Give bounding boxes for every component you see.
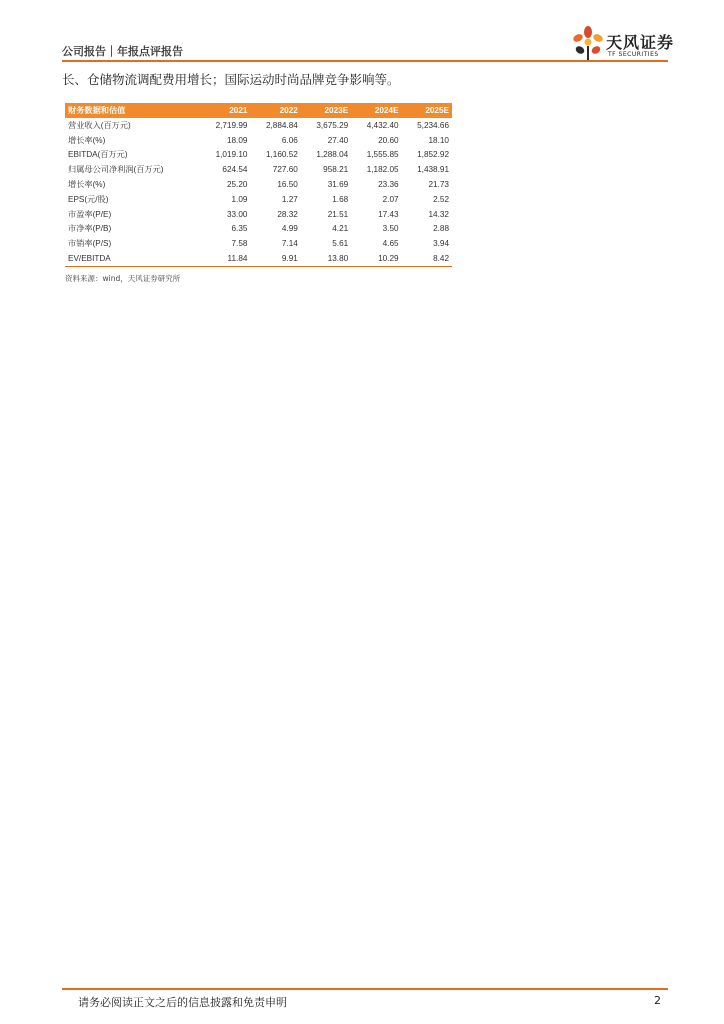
table-cell: 18.09 — [226, 135, 248, 145]
table-row — [65, 236, 452, 251]
footer-divider — [62, 988, 668, 990]
logo-name-cn: 天风证券 — [606, 33, 675, 52]
table-cell: 10.29 — [351, 251, 401, 266]
table-cell: 20.60 — [378, 135, 399, 145]
financial-valuation-table — [65, 103, 452, 267]
table-header-row — [65, 103, 452, 118]
table-cell: 21.73 — [428, 180, 449, 190]
table-cell: 4.21 — [332, 224, 349, 234]
table-cell: 2.88 — [433, 224, 449, 234]
table-cell: 16.50 — [277, 180, 298, 190]
row-label: EV/EBITDA — [65, 251, 200, 266]
table-cell: 1,019.10 — [215, 150, 248, 160]
table-header-cell: 2023E — [301, 103, 351, 118]
report-type-header: 公司报告｜年报点评报告 — [62, 45, 183, 58]
table-cell: 25.20 — [226, 180, 248, 190]
table-row — [65, 148, 452, 163]
table-cell: 1,438.91 — [417, 165, 449, 175]
table-cell: 2.07 — [382, 194, 399, 204]
body-paragraph: 长、仓储物流调配费用增长；国际运动时尚品牌竞争影响等。 — [62, 72, 400, 87]
row-label: 增长率(%) — [68, 135, 106, 145]
page-number: 2 — [654, 994, 661, 1007]
header-divider — [62, 60, 668, 62]
table-source-note: 资料来源：wind，天风证券研究所 — [65, 274, 181, 283]
table-cell: 1,182.05 — [366, 165, 399, 175]
table-cell: 3.94 — [433, 239, 449, 249]
table-cell: 958.21 — [323, 165, 349, 175]
table-cell: 3.50 — [382, 224, 399, 234]
table-cell: 5,234.66 — [417, 120, 449, 130]
table-cell: 23.36 — [378, 180, 399, 190]
table-cell: 14.32 — [428, 209, 449, 219]
table-cell: 6.06 — [281, 135, 298, 145]
tf-securities-logo — [570, 24, 680, 64]
table-cell: 7.58 — [231, 239, 248, 249]
table-cell: 1,288.04 — [316, 150, 349, 160]
table-cell: 31.69 — [327, 180, 349, 190]
table-header-cell: 2025E — [402, 103, 452, 118]
table-row — [65, 192, 452, 207]
table-cell: 27.40 — [327, 135, 349, 145]
table-row — [65, 207, 452, 222]
row-label: EBITDA(百万元) — [68, 150, 128, 160]
table-row — [65, 133, 452, 148]
row-label: EPS(元/股) — [68, 194, 109, 204]
table-cell: 1.09 — [231, 194, 248, 204]
flower-logo-icon — [570, 24, 606, 64]
row-label: 市净率(P/B) — [68, 224, 112, 234]
table-cell: 3,675.29 — [316, 120, 349, 130]
table-cell: 1,555.85 — [366, 150, 399, 160]
row-label: 归属母公司净利润(百万元) — [68, 165, 164, 175]
table-header-cell: 2021 — [200, 103, 250, 118]
table-cell: 9.91 — [250, 251, 300, 266]
row-label: 营业收入(百万元) — [68, 120, 131, 130]
row-label: 市销率(P/S) — [68, 239, 112, 249]
table-cell: 1.27 — [281, 194, 298, 204]
table-cell: 13.80 — [301, 251, 351, 266]
table-cell: 28.32 — [277, 209, 298, 219]
table-row — [65, 222, 452, 237]
table-cell: 18.10 — [428, 135, 449, 145]
table-header-cell: 2022 — [250, 103, 300, 118]
table-cell: 6.35 — [231, 224, 248, 234]
table-cell: 4.65 — [382, 239, 399, 249]
table-cell: 2.52 — [433, 194, 449, 204]
row-label: 增长率(%) — [68, 180, 106, 190]
row-label: 市盈率(P/E) — [68, 209, 112, 219]
table-cell: 4,432.40 — [366, 120, 399, 130]
table-cell: 21.51 — [327, 209, 349, 219]
table-cell: 5.61 — [332, 239, 349, 249]
table-cell: 2,719.99 — [215, 120, 248, 130]
table-cell: 4.99 — [281, 224, 298, 234]
table-cell: 1,852.92 — [417, 150, 449, 160]
table-row — [65, 177, 452, 192]
table-cell: 624.54 — [222, 165, 248, 175]
table-cell: 1.68 — [332, 194, 349, 204]
table-cell: 1,160.52 — [265, 150, 298, 160]
table-cell: 2,884.84 — [265, 120, 298, 130]
table-cell: 17.43 — [378, 209, 399, 219]
table-cell: 11.84 — [200, 251, 250, 266]
table-cell: 8.42 — [402, 251, 452, 266]
table-row — [65, 251, 452, 266]
table-cell: 727.60 — [272, 165, 298, 175]
table-row — [65, 118, 452, 133]
table-header-cell: 2024E — [351, 103, 401, 118]
table-cell: 33.00 — [226, 209, 248, 219]
table-cell: 7.14 — [281, 239, 298, 249]
table-header-cell: 财务数据和估值 — [65, 103, 200, 118]
table-row — [65, 162, 452, 177]
logo-name-en: TF SECURITIES — [608, 51, 659, 58]
footer-disclaimer: 请务必阅读正文之后的信息披露和免责申明 — [78, 996, 287, 1009]
